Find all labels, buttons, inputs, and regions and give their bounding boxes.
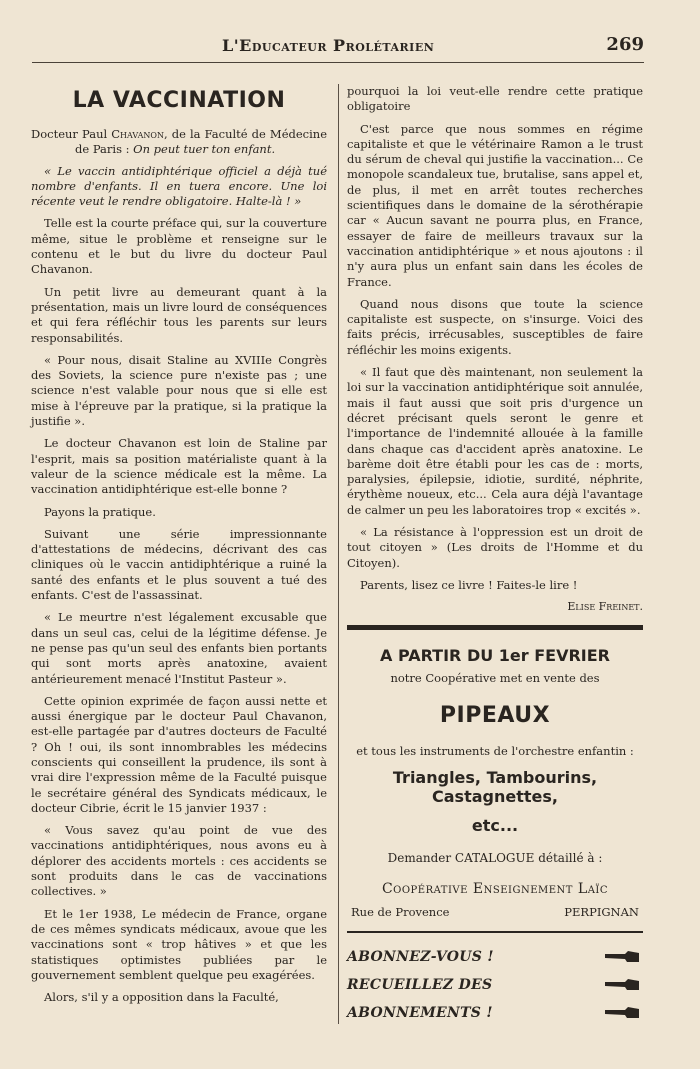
paragraph: « Le meurtre n'est légalement excusable que dans un seul cas, celui de la légitime défense. Je ne pense pas qu'un seul des enfants bien portants qui sont morts après anatoxine, avaient antérieurement menacé l'Institut Pasteur ». [31,610,327,686]
paragraph: « Il faut que dès maintenant, non seulement la loi sur la vaccination antidiphtérique soit annulée, mais il faut aussi que soit pris d'urgence un décret précisant quels seront le genre et l'importance de l'indemnité allouée à la famille dans chaque cas d'accident après anatoxine. Le barème doit être établi pour les cas de : morts, paralysies, épilepsie, idiotie, surdité, néphrite, érythème noueux, etc... Cela aura déjà l'avantage de calmer un peu les laboratoires trop « excités ». [347,365,643,517]
subscribe-row [347,943,643,971]
ad-cooperative: Coopérative Enseignement Laïc [381,881,609,898]
subscribe-text: ABONNEZ-VOUS ! [347,948,494,965]
section-divider [347,625,643,630]
paragraph: Un petit livre au demeurant quant à la présentation, mais un livre lourd de conséquences et qui fera réfléchir tous les parents sur leurs responsabilités. [31,284,327,345]
closing-line: Parents, lisez ce livre ! Faites-le lire ! [360,577,578,592]
book-title: On peut tuer ton enfant. [133,142,276,157]
paragraph: Quand nous disons que toute la science capitaliste est suspecte, on s'insurge. Voici des faits précis, irrécusables, susceptibles de faire réfléchir les moins exigents. [347,296,643,357]
subscribe-block [347,943,643,1027]
paragraph: Et le 1er 1938, Le médecin de France, organe de ces mêmes syndicats médicaux, avoue que les vaccinations sont « trop hâtives » et que les statistiques optimistes publiées par le gouvernement semblent quelque peu exagérées. [31,906,327,982]
ad-address [347,905,643,919]
running-header [32,34,644,63]
paragraph: « Pour nous, disait Staline au XVIIIe Congrès des Soviets, la science pure n'existe pas ; une science n'est valable pour nous que si elle est mise à l'épreuve par la pratique, si la pratique la justifie ». [31,352,327,429]
paragraph: Telle est la courte préface qui, sur la couverture même, situe le problème et renseigne sur le contenu et le but du livre du docteur Paul Chavanon. [31,216,327,277]
ad-catalogue: Demander CATALOGUE détaillé à : [387,851,603,866]
subscribe-text: RECUEILLEZ DES [347,976,493,993]
pointing-hand-icon [605,1007,639,1019]
ad-items: Triangles, Tambourins, Castagnettes, [392,768,598,807]
author-affiliation: , de la Faculté de Médecine de Paris : [75,127,328,157]
paragraph: pourquoi la loi veut-elle rendre cette pratique obligatoire [347,84,643,114]
paragraph: Suivant une série impressionnante d'attestations de médecins, décrivant des cas cliniques où le vaccin antidiphtérique a ruiné la santé des enfants et le plus souvent a tué des enfants. C'est de l'assassinat. [31,526,327,603]
paragraph: « Vous savez qu'au point de vue des vaccinations antidiphtériques, nous avons eu à déplorer des accidents mortels : ces accidents se sont produits dans le cas de vaccinations collectives. » [31,823,327,899]
pointing-hand-icon [605,979,639,991]
paragraph: Payons la pratique. [44,504,156,519]
ad-street: Rue de Provence [351,905,450,920]
subscribe-text: ABONNEMENTS ! [347,1004,493,1021]
ad-product: PIPEAUX [439,703,551,729]
paragraph: Cette opinion exprimée de façon aussi nette et aussi énergique par le docteur Paul Chavanon, est-elle partagée par d'autres docteurs de Faculté ? Oh ! oui, ils sont innombrables les médecins conscients qui conseillent la prudence, ils sont à vrai dire l'expression même de la Faculté puisque le secrétaire général des Syndicats médicaux, le docteur Cibrie, écrit le 15 janvier 1937 : [31,693,327,815]
ad-headline: A PARTIR DU 1er FEVRIER [379,646,610,666]
book-preface-quote: « Le vaccin antidiphtérique officiel a déjà tué nombre d'enfants. Il en tuera encore. Une loi récente veut le rendre obligatoire. Halte-là ! » [31,163,327,209]
subscribe-row [347,999,643,1027]
author-prefix: Docteur Paul [31,127,112,141]
ad-subline: et tous les instruments de l'orchestre enfantin : [356,744,634,759]
paragraph: Le docteur Chavanon est loin de Staline par l'esprit, mais sa position matérialiste quant à la valeur de la science médicale est la même. La vaccination antidiphtérique est-elle bonne ? [31,436,327,497]
journal-title: L'Educateur Prolétarien [222,36,435,55]
page-number: 269 [606,34,644,55]
paragraph: « La résistance à l'oppression est un droit de tout citoyen » (Les droits de l'Homme et du Citoyen). [347,525,643,570]
pointing-hand-icon [605,951,639,963]
author-line [31,127,327,158]
section-divider-thin [347,931,643,933]
advertisement [347,646,643,919]
ad-etc: etc... [471,816,519,836]
signature: Elise Freinet. [567,600,643,614]
paragraph: Alors, s'il y a opposition dans la Faculté, [44,990,279,1005]
article-title: LA VACCINATION [72,88,286,113]
author-name: Chavanon [111,127,164,141]
column-divider [338,84,339,1024]
paragraph: C'est parce que nous sommes en régime capitaliste et que le vétérinaire Ramon a le trust du sérum de cheval qui justifie la vaccination... Ce monopole scandaleux tue, brutalise, sans appel et, de plus, il met en arrêt toutes recherches scientifiques dans le domaine de la sérothérapie car « Aucun savant ne pourra plus, en France, essayer de faire de meilleurs travaux sur la vaccination antidiphtérique » et nous ajoutons : il n'y aura plus un enfant sain dans les écoles de France. [347,121,643,289]
ad-city: PERPIGNAN [564,905,639,920]
subscribe-row [347,971,643,999]
left-column [31,84,327,1012]
right-column [347,84,643,1027]
ad-intro: notre Coopérative met en vente des [390,671,600,686]
